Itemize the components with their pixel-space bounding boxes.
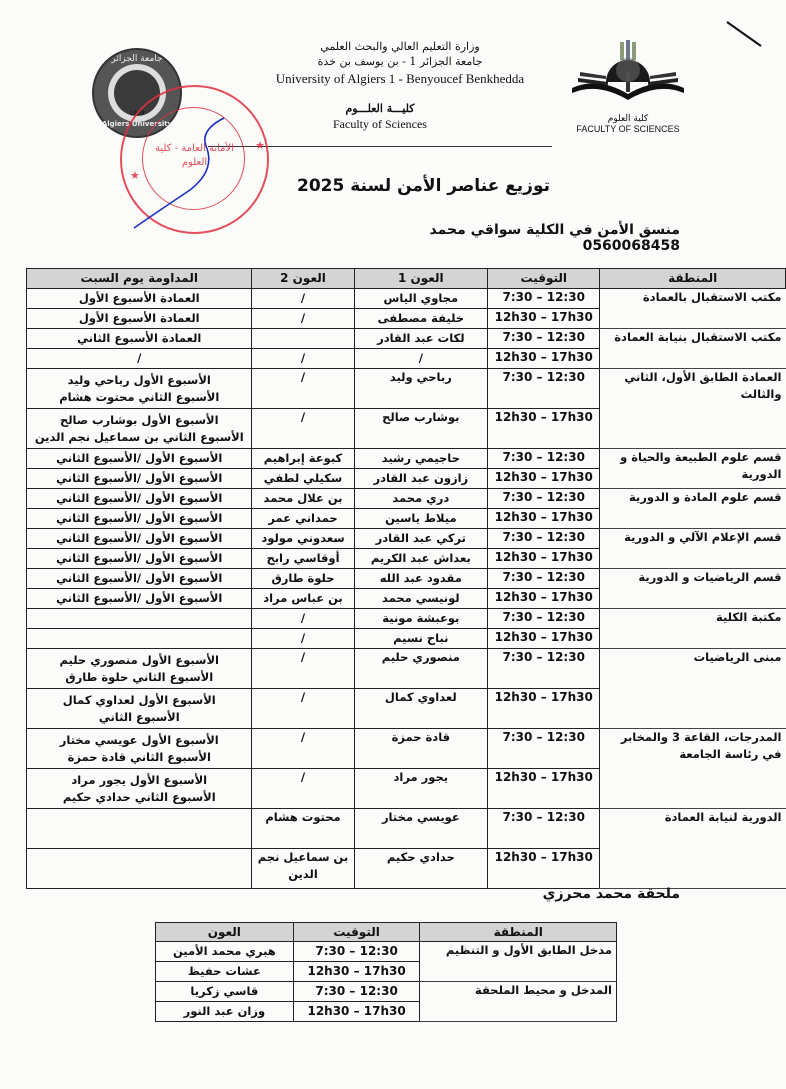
region-cell: قسم الإعلام الآلي و الدورية — [600, 529, 786, 569]
region-cell: قسم علوم الطبيعة والحياة و الدورية — [600, 449, 786, 489]
saturday-line: الأسبوع الثاني — [98, 709, 180, 724]
saturday-cell — [27, 849, 252, 889]
annex-header-row — [156, 923, 617, 942]
signature — [120, 110, 240, 230]
saturday-line: الأسبوع الأول بوشارب صالح — [59, 412, 219, 427]
university-name-ar: جامعة الجزائر 1 - بن يوسف بن خدة — [317, 55, 483, 68]
annex-agent-cell: قاسي زكريا — [156, 982, 294, 1002]
agent1-cell: بعداش عبد الكريم — [354, 549, 488, 569]
page-title: توزيع عناصر الأمن لسنة 2025 — [296, 176, 550, 196]
agent1-cell: لعداوي كمال — [354, 689, 488, 729]
annex-schedule-table — [155, 922, 617, 1022]
region-cell: الدورية لنيابة العمادة — [600, 809, 786, 889]
agent2-cell: أوقاسي رابح — [252, 549, 354, 569]
seal-year: 1909 — [129, 110, 145, 117]
saturday-line: الأسبوع الأول رباحي وليد — [67, 372, 211, 387]
agent2-cell: سكيلي لطفي — [252, 469, 354, 489]
agent1-cell: قادة حمزة — [354, 729, 488, 769]
saturday-cell: العمادة الأسبوع الثاني — [27, 329, 252, 349]
time-cell: 7:30 – 12:30 — [488, 609, 600, 629]
saturday-cell: الأسبوع الأول /الأسبوع الثاني — [27, 489, 252, 509]
seal-text-ar: جامعة الجزائر — [111, 54, 163, 64]
region-cell: مكتب الاستقبال بنيابة العمادة — [600, 329, 786, 369]
table-row — [27, 649, 786, 689]
saturday-cell: العمادة الأسبوع الأول — [27, 289, 252, 309]
time-cell: 7:30 – 12:30 — [488, 449, 600, 469]
time-cell: 12h30 – 17h30 — [488, 409, 600, 449]
time-cell: 12h30 – 17h30 — [488, 349, 600, 369]
agent1-cell: نباح نسيم — [354, 629, 488, 649]
region-cell: مبنى الرياضيات — [600, 649, 786, 729]
time-cell: 7:30 – 12:30 — [488, 809, 600, 849]
saturday-line: الأسبوع الأول عويسي مختار — [59, 732, 219, 747]
time-cell: 12h30 – 17h30 — [488, 769, 600, 809]
saturday-cell — [27, 729, 252, 769]
agent1-cell: خليفة مصطفى — [354, 309, 488, 329]
saturday-line: الأسبوع الثاني بن سماعيل نجم الدين — [34, 429, 244, 444]
annex-time-cell: 7:30 – 12:30 — [293, 942, 420, 962]
table-header-row — [27, 269, 786, 289]
time-cell: 12h30 – 17h30 — [488, 849, 600, 889]
agent2-cell: / — [252, 289, 354, 309]
saturday-cell: الأسبوع الأول /الأسبوع الثاني — [27, 469, 252, 489]
time-cell: 7:30 – 12:30 — [488, 329, 600, 349]
time-cell: 12h30 – 17h30 — [488, 689, 600, 729]
agent2-cell — [252, 329, 354, 349]
seal-text-en: Algiers University — [101, 120, 173, 128]
university-name-en: University of Algiers 1 - Benyoucef Benkhedda — [275, 71, 525, 86]
table-row — [27, 369, 786, 409]
agent1-cell: زازون عبد القادر — [354, 469, 488, 489]
annex-agent-cell: عشات حفيظ — [156, 962, 294, 982]
agent1-cell: / — [354, 349, 488, 369]
table-row — [27, 329, 786, 349]
region-cell: مكتبة الكلية — [600, 609, 786, 649]
saturday-cell — [27, 649, 252, 689]
col-header-agent1: العون 1 — [354, 269, 488, 289]
annex-time-cell: 7:30 – 12:30 — [293, 982, 420, 1002]
agent1-cell: يجور مراد — [354, 769, 488, 809]
saturday-cell — [27, 369, 252, 409]
time-cell: 7:30 – 12:30 — [488, 489, 600, 509]
time-cell: 12h30 – 17h30 — [488, 629, 600, 649]
agent1-cell: مجاوي الياس — [354, 289, 488, 309]
open-book-tree-icon — [568, 38, 688, 108]
faculty-name-en: Faculty of Sciences — [333, 117, 427, 131]
agent2-cell: / — [252, 629, 354, 649]
time-cell: 7:30 – 12:30 — [488, 569, 600, 589]
annex-col-header-time: التوقيت — [293, 923, 420, 942]
saturday-cell: العمادة الأسبوع الأول — [27, 309, 252, 329]
time-cell: 7:30 – 12:30 — [488, 289, 600, 309]
table-row — [27, 289, 786, 309]
region-cell: مكتب الاستقبال بالعمادة — [600, 289, 786, 329]
saturday-cell — [27, 629, 252, 649]
faculty-logo — [568, 38, 688, 138]
time-cell: 7:30 – 12:30 — [488, 729, 600, 769]
agent1-cell: دري محمد — [354, 489, 488, 509]
annex-agent-cell: وزان عبد النور — [156, 1002, 294, 1022]
agent2-cell: / — [252, 609, 354, 629]
time-cell: 12h30 – 17h30 — [488, 549, 600, 569]
security-schedule-table — [26, 268, 786, 889]
saturday-cell: الأسبوع الأول /الأسبوع الثاني — [27, 589, 252, 609]
annex-region-cell: المدخل و محيط الملحقة — [420, 982, 617, 1022]
annex-time-cell: 12h30 – 17h30 — [293, 962, 420, 982]
region-cell: قسم علوم المادة و الدورية — [600, 489, 786, 529]
agent1-cell: ميلاط ياسين — [354, 509, 488, 529]
time-cell: 7:30 – 12:30 — [488, 369, 600, 409]
agent2-cell: / — [252, 649, 354, 689]
agent2-cell: / — [252, 369, 354, 409]
agent1-cell: منصوري حليم — [354, 649, 488, 689]
saturday-cell — [27, 409, 252, 449]
saturday-cell: الأسبوع الأول /الأسبوع الثاني — [27, 449, 252, 469]
region-cell: قسم الرياضيات و الدورية — [600, 569, 786, 609]
saturday-cell — [27, 609, 252, 629]
agent2-cell: بن عباس مراد — [252, 589, 354, 609]
agent2-cell: كبوعة إبراهيم — [252, 449, 354, 469]
saturday-line: الأسبوع الثاني حدادي حكيم — [62, 789, 216, 804]
faculty-name-ar: كليـــة العلـــوم — [345, 102, 415, 115]
saturday-cell: / — [27, 349, 252, 369]
table-row — [27, 809, 786, 849]
agent1-cell: لونيسي محمد — [354, 589, 488, 609]
agent2-cell — [252, 849, 354, 889]
star-icon: ★ — [255, 139, 265, 152]
annex-title: ملحقة محمد محرزي — [542, 886, 680, 902]
ministry-name: وزارة التعليم العالي والبحث العلمي — [320, 40, 480, 53]
time-cell: 7:30 – 12:30 — [488, 649, 600, 689]
agent2-cell: حلوة طارق — [252, 569, 354, 589]
annex-col-header-agent: العون — [156, 923, 294, 942]
region-cell: المدرجات، القاعة 3 والمخابر في رئاسة الجامعة — [600, 729, 786, 809]
time-cell: 12h30 – 17h30 — [488, 469, 600, 489]
agent1-cell: حاجيمي رشيد — [354, 449, 488, 469]
time-cell: 12h30 – 17h30 — [488, 309, 600, 329]
table-row — [27, 569, 786, 589]
col-header-time: التوقيت — [488, 269, 600, 289]
col-header-saturday: المداومة يوم السبت — [27, 269, 252, 289]
saturday-line: الأسبوع الأول يجور مراد — [71, 772, 208, 787]
table-row — [27, 729, 786, 769]
agent2-line: بن سماعيل نجم — [257, 850, 349, 864]
saturday-cell — [27, 769, 252, 809]
agent2-cell: / — [252, 409, 354, 449]
table-row — [27, 609, 786, 629]
saturday-cell: الأسبوع الأول /الأسبوع الثاني — [27, 509, 252, 529]
agent2-cell: / — [252, 349, 354, 369]
annex-region-cell: مدخل الطابق الأول و التنظيم — [420, 942, 617, 982]
col-header-agent2: العون 2 — [252, 269, 354, 289]
agent1-cell: رباحي وليد — [354, 369, 488, 409]
saturday-line: الأسبوع الأول لعداوي كمال — [62, 692, 216, 707]
col-header-region: المنطقة — [600, 269, 786, 289]
agent2-cell: / — [252, 729, 354, 769]
agent1-cell: عويسي مختار — [354, 809, 488, 849]
saturday-cell: الأسبوع الأول /الأسبوع الثاني — [27, 549, 252, 569]
annex-agent-cell: هبري محمد الأمين — [156, 942, 294, 962]
saturday-line: الأسبوع الأول منصوري حليم — [59, 652, 219, 667]
saturday-cell — [27, 689, 252, 729]
annex-col-header-region: المنطقة — [420, 923, 617, 942]
faculty-logo-ar: كلية العلوم — [607, 114, 649, 124]
time-cell: 12h30 – 17h30 — [488, 589, 600, 609]
agent2-cell: محتوت هشام — [252, 809, 354, 849]
table-row — [27, 529, 786, 549]
table-row — [27, 449, 786, 469]
region-cell: العمادة الطابق الأول، الثاني والثالث — [600, 369, 786, 449]
saturday-line: الأسبوع الثاني محتوت هشام — [59, 389, 220, 404]
agent2-cell: / — [252, 769, 354, 809]
agent1-cell: تركي عبد القادر — [354, 529, 488, 549]
agent1-cell: بوعبشة مونية — [354, 609, 488, 629]
agent1-cell: حدادي حكيم — [354, 849, 488, 889]
agent2-cell: حمداني عمر — [252, 509, 354, 529]
coordinator-line: منسق الأمن في الكلية سواقي محمد 0560068458 — [429, 222, 680, 254]
agent2-cell: / — [252, 689, 354, 729]
star-icon: ★ — [130, 169, 140, 182]
agent2-line: الدين — [288, 867, 318, 881]
annex-row — [156, 942, 617, 962]
pen-mark — [725, 20, 765, 50]
agent2-cell: بن علال محمد — [252, 489, 354, 509]
saturday-cell: الأسبوع الأول /الأسبوع الثاني — [27, 529, 252, 549]
agent1-cell: لكات عبد القادر — [354, 329, 488, 349]
annex-time-cell: 12h30 – 17h30 — [293, 1002, 420, 1022]
table-row — [27, 489, 786, 509]
time-cell: 7:30 – 12:30 — [488, 529, 600, 549]
annex-row — [156, 982, 617, 1002]
agent2-cell: سعدوني مولود — [252, 529, 354, 549]
agent1-cell: بوشارب صالح — [354, 409, 488, 449]
saturday-cell — [27, 809, 252, 849]
agent1-cell: مقدود عبد الله — [354, 569, 488, 589]
saturday-cell: الأسبوع الأول /الأسبوع الثاني — [27, 569, 252, 589]
saturday-line: الأسبوع الثاني قادة حمزة — [67, 749, 211, 764]
stamp-text: الأمانة العامة - كلية العلوم — [154, 143, 235, 168]
faculty-logo-en: FACULTY OF SCIENCES — [576, 124, 680, 134]
saturday-line: الأسبوع الثاني حلوة طارق — [65, 669, 214, 684]
agent2-cell: / — [252, 309, 354, 329]
time-cell: 12h30 – 17h30 — [488, 509, 600, 529]
